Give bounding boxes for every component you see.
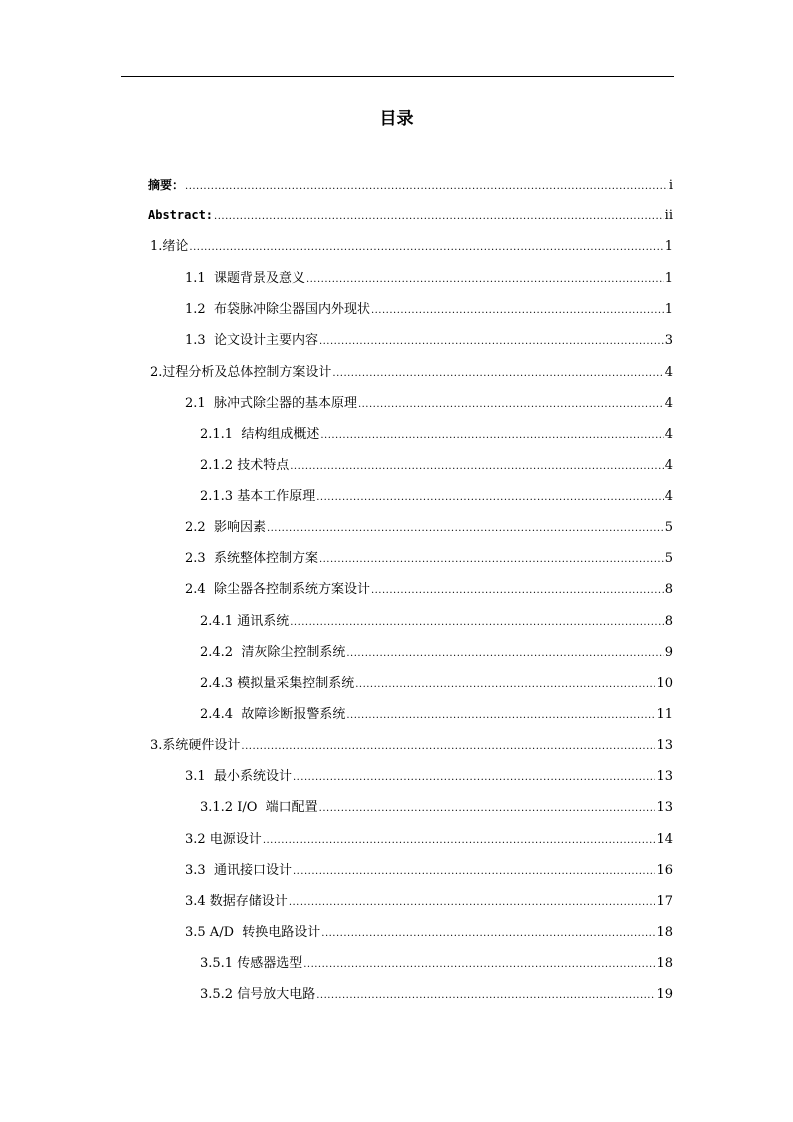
toc-leader <box>290 457 664 477</box>
toc-entry-label: 2.1.2 技术特点 <box>200 458 290 473</box>
toc-entry-label: 3.系统硬件设计 <box>150 738 241 753</box>
toc-leader <box>189 238 663 258</box>
toc-entry[interactable] <box>185 331 673 351</box>
toc-entry-label: 3.1 最小系统设计 <box>185 769 292 784</box>
toc-entry[interactable] <box>185 394 673 414</box>
toc-leader <box>316 986 655 1006</box>
toc-entry[interactable] <box>185 518 673 538</box>
toc-entry[interactable] <box>200 705 673 725</box>
page-title: 目录 <box>379 109 414 129</box>
toc-entry-label: 3.5.2 信号放大电路 <box>200 987 316 1002</box>
toc-entry-label: 3.1.2 I/O 端口配置 <box>200 800 318 815</box>
toc-entry-page: 8 <box>664 614 673 629</box>
toc-leader <box>371 301 664 321</box>
toc-entry-page: 13 <box>656 738 673 753</box>
toc-entry[interactable] <box>148 205 673 225</box>
toc-entry[interactable] <box>200 798 673 818</box>
toc-entry-page: 13 <box>656 800 673 815</box>
toc-leader <box>293 768 656 788</box>
toc-leader <box>241 737 655 757</box>
toc-leader <box>303 955 655 975</box>
toc-leader <box>346 706 655 726</box>
toc-entry-page: 16 <box>656 863 673 878</box>
toc-entry[interactable] <box>185 767 673 787</box>
toc-entry[interactable] <box>150 237 673 257</box>
toc-entry-label: 1.1 课题背景及意义 <box>185 271 305 286</box>
toc-entry-page: 4 <box>664 489 673 504</box>
toc-leader <box>319 332 664 352</box>
toc-entry-label: Abstract: <box>148 208 214 222</box>
toc-entry[interactable] <box>200 643 673 663</box>
toc-entry[interactable] <box>200 487 673 507</box>
toc-entry-label: 2.过程分析及总体控制方案设计 <box>150 365 332 380</box>
toc-leader <box>346 644 663 664</box>
toc-leader <box>185 177 668 197</box>
toc-entry[interactable] <box>185 300 673 320</box>
toc-leader <box>319 799 656 819</box>
toc-leader <box>371 581 664 601</box>
toc-leader <box>267 519 664 539</box>
toc-entry[interactable] <box>185 549 673 569</box>
toc-entry-page: 5 <box>664 520 673 535</box>
toc-entry[interactable] <box>148 175 673 195</box>
toc-entry[interactable] <box>200 612 673 632</box>
toc-entry-label: 3.2 电源设计 <box>185 832 262 847</box>
toc-entry-label: 摘要： <box>148 178 185 192</box>
toc-entry-page: 10 <box>656 676 673 691</box>
toc-entry-page: 14 <box>656 832 673 847</box>
toc-entry-label: 2.4 除尘器各控制系统方案设计 <box>185 582 370 597</box>
toc-leader <box>290 613 664 633</box>
toc-leader <box>214 207 664 227</box>
toc-entry-label: 2.4.4 故障诊断报警系统 <box>200 707 346 722</box>
toc-entry-page: 4 <box>664 458 673 473</box>
toc-leader <box>316 488 664 508</box>
header-rule <box>121 76 674 77</box>
toc-entry[interactable] <box>185 892 673 912</box>
toc-leader <box>306 270 664 290</box>
toc-entry-label: 3.3 通讯接口设计 <box>185 863 292 878</box>
toc-entry-label: 3.5 A/D 转换电路设计 <box>185 925 321 940</box>
toc-entry-page: 5 <box>664 551 673 566</box>
toc-leader <box>332 364 663 384</box>
toc-entry-page: 11 <box>656 707 673 722</box>
toc-entry-label: 3.5.1 传感器选型 <box>200 956 303 971</box>
toc-entry-label: 2.1 脉冲式除尘器的基本原理 <box>185 396 357 411</box>
toc-entry-label: 2.4.2 清灰除尘控制系统 <box>200 645 346 660</box>
toc-entry-label: 2.3 系统整体控制方案 <box>185 551 318 566</box>
toc-leader <box>358 395 664 415</box>
toc-entry-page: i <box>668 178 673 193</box>
toc-entry-label: 1.3 论文设计主要内容 <box>185 333 318 348</box>
toc-entry-page: 1 <box>664 271 673 286</box>
toc-entry[interactable] <box>200 674 673 694</box>
toc-entry[interactable] <box>185 861 673 881</box>
toc-entry-label: 2.2 影响因素 <box>185 520 266 535</box>
toc-leader <box>355 675 655 695</box>
toc-entry-page: 4 <box>664 427 673 442</box>
toc-entry-page: 4 <box>664 365 673 380</box>
toc-entry-page: 1 <box>664 302 673 317</box>
toc-entry[interactable] <box>200 985 673 1005</box>
toc-entry-page: 4 <box>664 396 673 411</box>
toc-entry[interactable] <box>200 425 673 445</box>
toc-entry-page: 3 <box>664 333 673 348</box>
toc-entry-label: 1.2 布袋脉冲除尘器国内外现状 <box>185 302 370 317</box>
toc-entry-page: 9 <box>664 645 673 660</box>
toc-entry-page: 17 <box>656 894 673 909</box>
toc-entry-page: 18 <box>656 956 673 971</box>
toc-entry[interactable] <box>150 736 673 756</box>
toc-entry[interactable] <box>150 363 673 383</box>
toc-entry-page: ii <box>664 208 673 223</box>
toc-entry-label: 2.4.1 通讯系统 <box>200 614 290 629</box>
toc-entry-label: 1.绪论 <box>150 239 189 254</box>
toc-entry[interactable] <box>200 954 673 974</box>
toc-leader <box>321 924 655 944</box>
toc-entry[interactable] <box>185 830 673 850</box>
toc-leader <box>289 893 656 913</box>
toc-entry-page: 1 <box>664 239 673 254</box>
toc-entry-page: 19 <box>656 987 673 1002</box>
toc-entry-label: 3.4 数据存储设计 <box>185 894 288 909</box>
toc-entry-page: 13 <box>656 769 673 784</box>
toc-leader <box>263 831 656 851</box>
toc-entry-label: 2.1.1 结构组成概述 <box>200 427 320 442</box>
toc-entry-page: 8 <box>664 582 673 597</box>
toc-entry-label: 2.1.3 基本工作原理 <box>200 489 316 504</box>
toc-leader <box>320 426 663 446</box>
toc-entry[interactable] <box>185 580 673 600</box>
toc-leader <box>293 862 656 882</box>
toc-entry-label: 2.4.3 模拟量采集控制系统 <box>200 676 355 691</box>
toc-entry[interactable] <box>200 456 673 476</box>
toc-entry[interactable] <box>185 923 673 943</box>
toc-leader <box>319 550 664 570</box>
toc-entry[interactable] <box>185 269 673 289</box>
toc-entry-page: 18 <box>656 925 673 940</box>
